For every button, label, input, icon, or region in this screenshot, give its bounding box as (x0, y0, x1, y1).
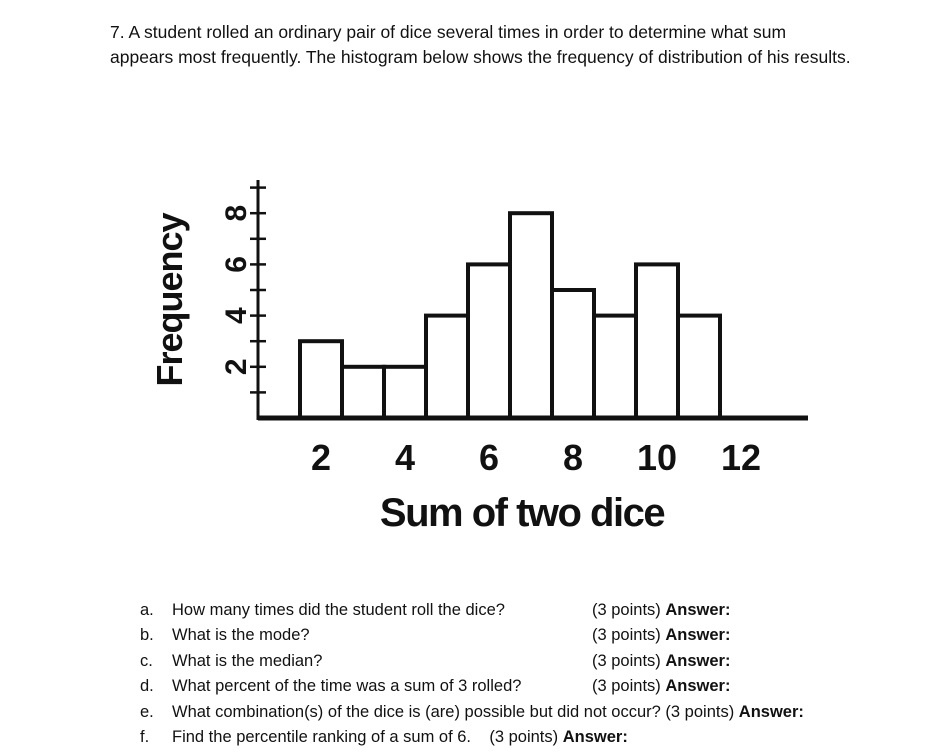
answer-label: Answer: (562, 727, 628, 746)
y-tick-label-2: 2 (219, 358, 253, 376)
question-b (140, 623, 930, 648)
y-axis-label: Frequency (149, 213, 190, 387)
points-label: (3 points) (592, 601, 661, 619)
x-tick-label-2: 2 (310, 437, 332, 478)
answer-label: Answer: (665, 677, 731, 696)
problem-line-1: 7. A student rolled an ordinary pair of dice several times in order to determine what sum (110, 22, 787, 42)
question-points (592, 623, 730, 648)
y-tick-label-8: 8 (219, 204, 253, 222)
question-d (140, 674, 930, 699)
points-label: (3 points) (592, 677, 661, 696)
y-axis-tick-labels (220, 205, 253, 375)
y-tick-label-6: 6 (219, 256, 253, 273)
histogram-bars (300, 213, 720, 418)
bar-sum-5 (426, 316, 468, 418)
bar-sum-8 (552, 290, 594, 418)
bar-sum-4 (384, 367, 426, 418)
bar-sum-6 (468, 264, 510, 418)
bar-sum-10 (636, 264, 678, 418)
question-letter: f. (140, 727, 150, 746)
bar-sum-2 (300, 341, 342, 418)
question-points (592, 649, 730, 674)
y-tick-label-4: 4 (219, 307, 253, 324)
x-tick-label-6: 6 (478, 437, 500, 478)
question-f (140, 725, 930, 750)
question-letter: a. (140, 601, 154, 619)
question-points (592, 674, 730, 699)
answer-label: Answer: (665, 601, 731, 619)
points-label: (3 points) (665, 702, 735, 721)
question-text (172, 700, 804, 725)
bar-sum-11 (678, 316, 720, 418)
question-letter: d. (140, 677, 154, 696)
x-tick-label-10: 10 (636, 437, 678, 478)
answer-label: Answer: (738, 702, 804, 721)
points-label: (3 points) (592, 651, 661, 670)
x-tick-label-8: 8 (562, 437, 584, 478)
answer-label: Answer: (665, 626, 731, 645)
x-tick-label-12: 12 (720, 437, 762, 478)
question-text: What is the mode? (172, 626, 310, 645)
question-e (140, 700, 930, 725)
x-axis-tick-labels (311, 437, 761, 478)
x-tick-label-4: 4 (394, 437, 416, 478)
question-text-body: Find the percentile ranking of a sum of 6. (172, 727, 471, 746)
bar-sum-7 (510, 213, 552, 418)
answer-label: Answer: (665, 651, 731, 670)
bar-sum-3 (342, 367, 384, 418)
question-text: What percent of the time was a sum of 3 rolled? (172, 677, 522, 696)
x-axis-label: Sum of two dice (379, 491, 665, 535)
bar-sum-9 (594, 316, 636, 418)
question-a (140, 598, 930, 623)
question-letter: b. (140, 626, 154, 645)
question-letter: e. (140, 702, 154, 721)
question-points (592, 598, 730, 623)
question-text: How many times did the student roll the dice? (172, 601, 505, 619)
question-c (140, 649, 930, 674)
problem-line-2: appears most frequently. The histogram below shows the frequency of distribution of his results. (110, 47, 851, 67)
points-label: (3 points) (592, 626, 661, 645)
question-text: What is the median? (172, 651, 323, 670)
question-letter: c. (140, 651, 153, 670)
question-list (140, 598, 930, 750)
points-label: (3 points) (489, 727, 559, 746)
question-text-body: What combination(s) of the dice is (are) possible but did not occur? (172, 702, 661, 721)
question-text (172, 725, 628, 750)
